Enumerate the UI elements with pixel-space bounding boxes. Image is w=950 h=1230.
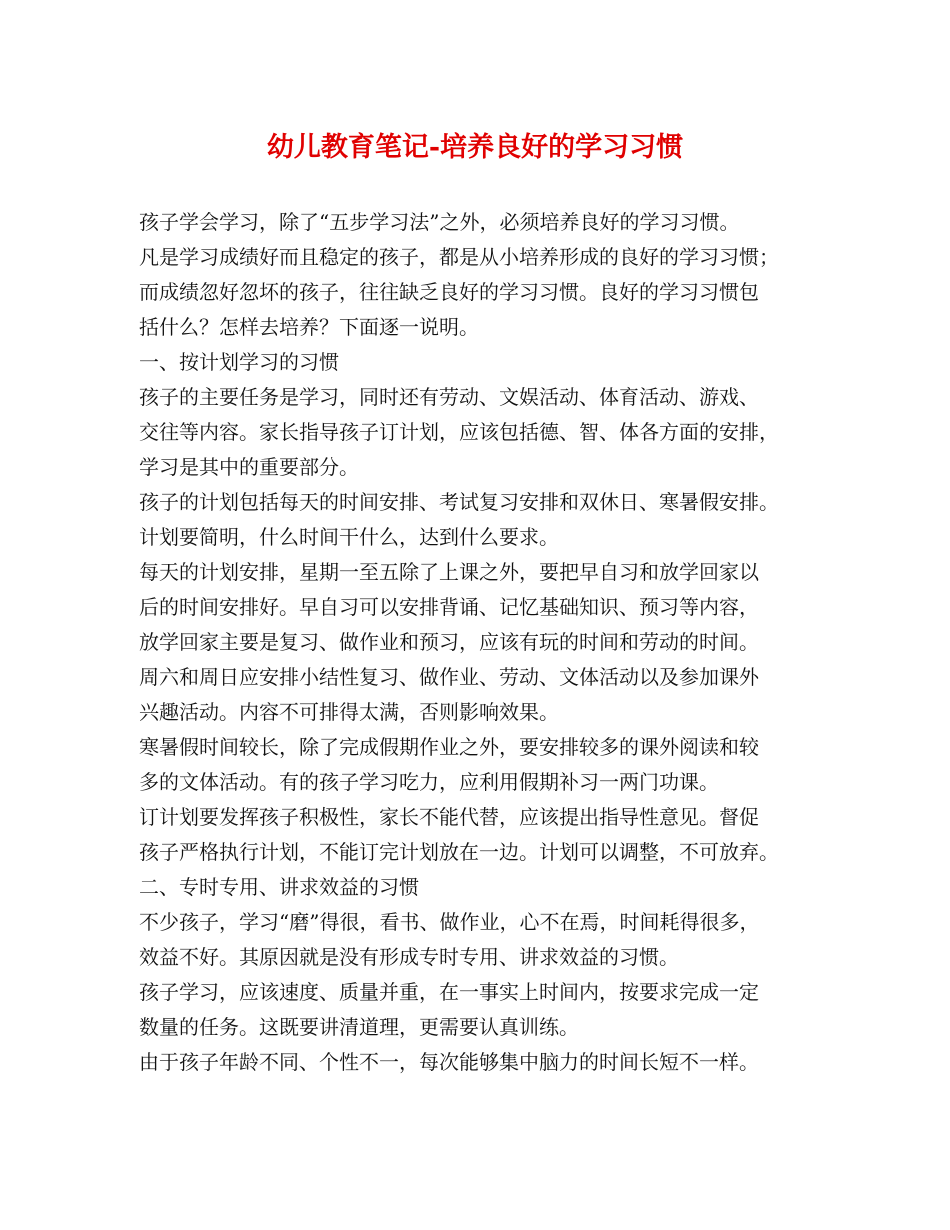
section-heading: 二、专时专用、讲求效益的习惯 bbox=[139, 875, 419, 899]
text-line: 多的文体活动。有的孩子学习吃力，应利用假期补习一两门功课。 bbox=[139, 770, 719, 794]
text-line: 不少孩子，学习“磨”得很，看书、做作业，心不在焉，时间耗得很多， bbox=[139, 910, 760, 934]
text-line: 孩子学会学习，除了“五步学习法”之外，必须培养良好的学习习惯。 bbox=[139, 210, 740, 234]
text-line: 学习是其中的重要部分。 bbox=[139, 455, 359, 479]
text-line: 括什么？怎样去培养？下面逐一说明。 bbox=[139, 315, 479, 339]
text-line: 孩子严格执行计划，不能订完计划放在一边。计划可以调整，不可放弃。 bbox=[139, 840, 779, 864]
text-line: 每天的计划安排，星期一至五除了上课之外，要把早自习和放学回家以 bbox=[139, 560, 759, 584]
text-line: 孩子学习，应该速度、质量并重，在一事实上时间内，按要求完成一定 bbox=[139, 980, 759, 1004]
text-line: 后的时间安排好。早自习可以安排背诵、记忆基础知识、预习等内容， bbox=[139, 595, 759, 619]
section-heading: 一、按计划学习的习惯 bbox=[139, 350, 339, 374]
document-title: 幼儿教育笔记-培养良好的学习习惯 bbox=[266, 132, 684, 163]
text-line: 而成绩忽好忽坏的孩子，往往缺乏良好的学习习惯。良好的学习习惯包 bbox=[139, 280, 759, 304]
text-line: 订计划要发挥孩子积极性，家长不能代替，应该提出指导性意见。督促 bbox=[139, 805, 759, 829]
text-line: 放学回家主要是复习、做作业和预习，应该有玩的时间和劳动的时间。 bbox=[139, 630, 759, 654]
text-line: 由于孩子年龄不同、个性不一，每次能够集中脑力的时间长短不一样。 bbox=[139, 1050, 759, 1074]
text-line: 周六和周日应安排小结性复习、做作业、劳动、文体活动以及参加课外 bbox=[139, 665, 759, 689]
text-line: 寒暑假时间较长，除了完成假期作业之外，要安排较多的课外阅读和较 bbox=[139, 735, 759, 759]
text-line: 效益不好。其原因就是没有形成专时专用、讲求效益的习惯。 bbox=[139, 945, 679, 969]
text-line: 凡是学习成绩好而且稳定的孩子，都是从小培养形成的良好的学习习惯； bbox=[139, 245, 779, 269]
text-line: 交往等内容。家长指导孩子订计划，应该包括德、智、体各方面的安排， bbox=[139, 420, 779, 444]
text-line: 孩子的主要任务是学习，同时还有劳动、文娱活动、体育活动、游戏、 bbox=[139, 385, 759, 409]
text-line: 数量的任务。这既要讲清道理，更需要认真训练。 bbox=[139, 1015, 579, 1039]
document-body bbox=[139, 205, 839, 1080]
text-line: 兴趣活动。内容不可排得太满，否则影响效果。 bbox=[139, 700, 559, 724]
text-line: 计划要简明，什么时间干什么，达到什么要求。 bbox=[139, 525, 559, 549]
text-line: 孩子的计划包括每天的时间安排、考试复习安排和双休日、寒暑假安排。 bbox=[139, 490, 779, 514]
